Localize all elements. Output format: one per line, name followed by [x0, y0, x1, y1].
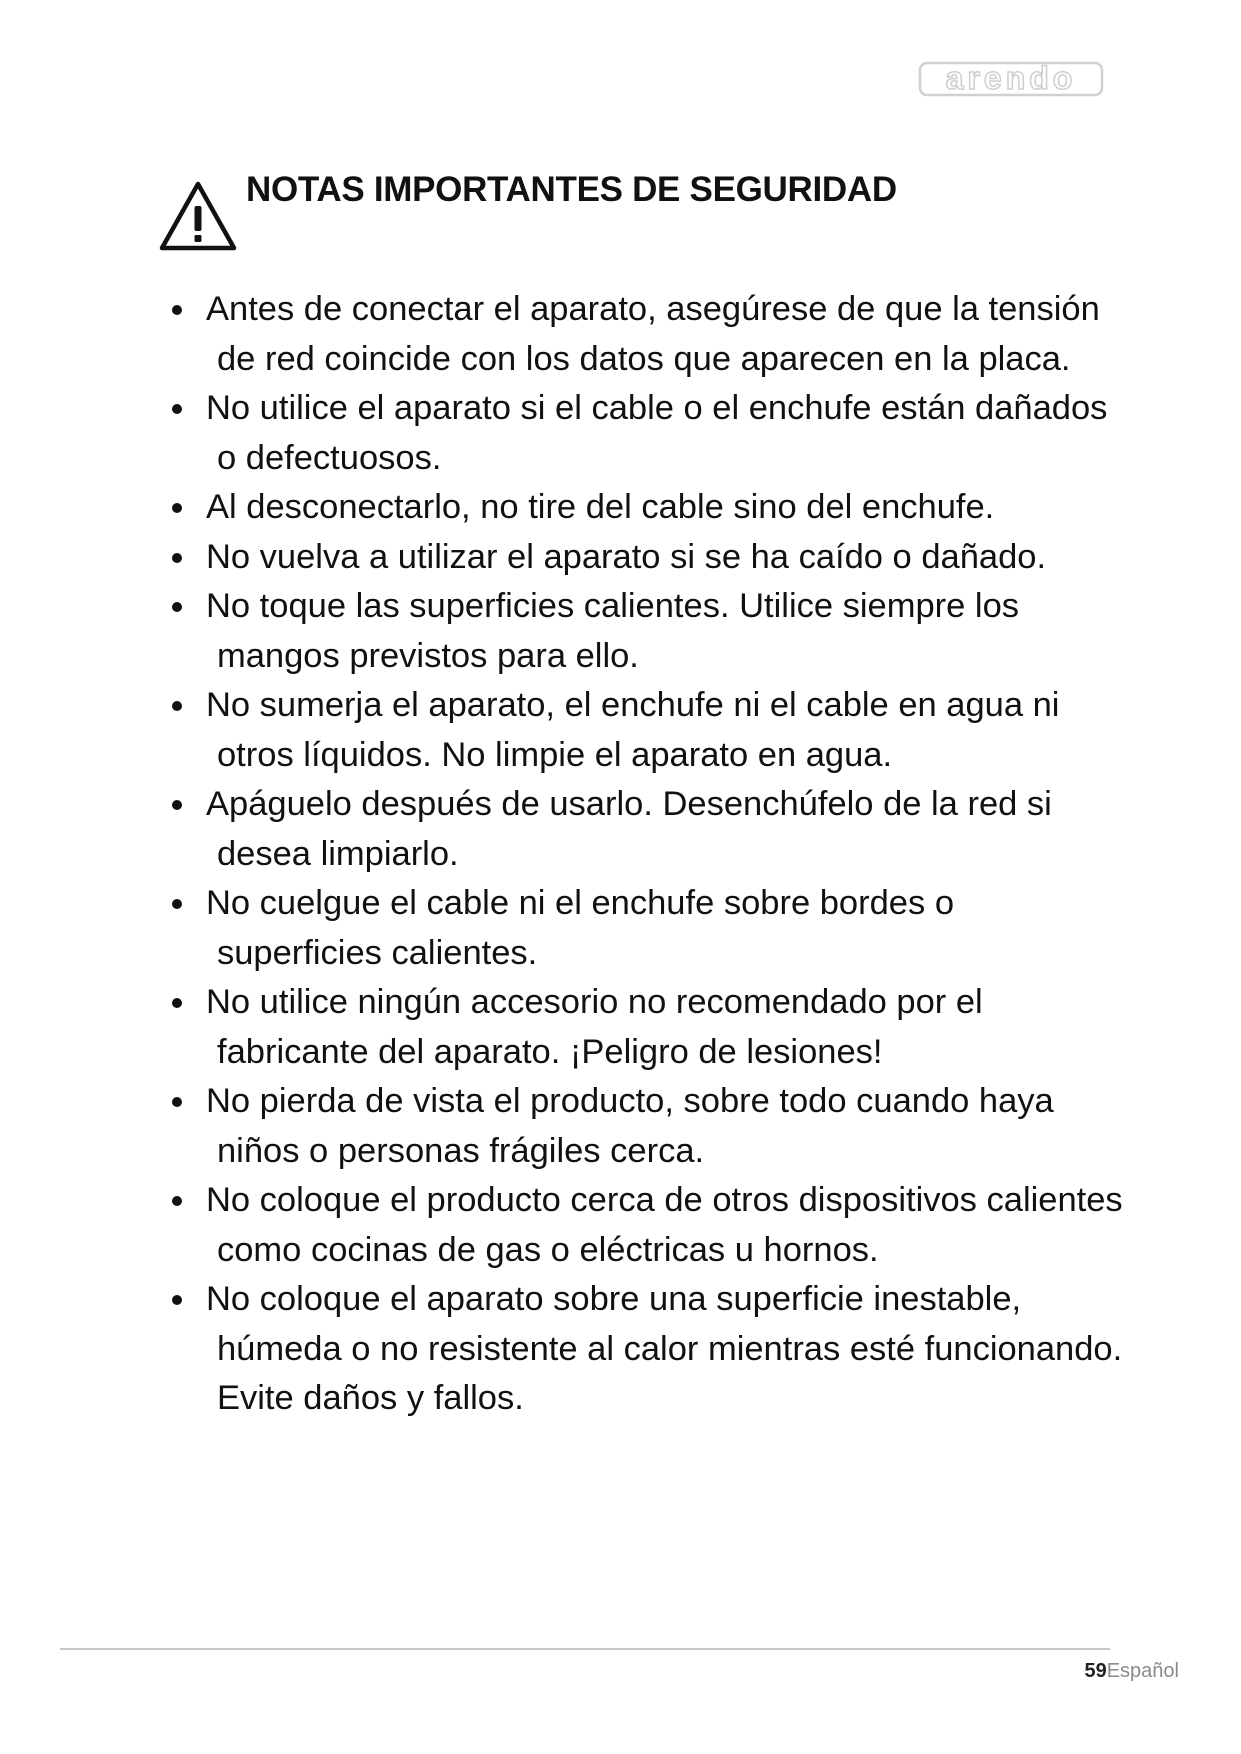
- list-item: No coloque el aparato sobre una superficie inestable, húmeda o no resistente al calor mientras esté funcionando. Evite daños y fallos.: [168, 1275, 1128, 1424]
- list-item: No coloque el producto cerca de otros dispositivos calientes como cocinas de gas o eléctricas u hornos.: [168, 1176, 1128, 1275]
- list-item: Antes de conectar el aparato, asegúrese de que la tensión de red coincide con los datos que aparecen en la placa.: [168, 285, 1128, 384]
- safety-list: [168, 285, 1128, 1424]
- list-item: Al desconectarlo, no tire del cable sino del enchufe.: [168, 483, 1128, 533]
- brand-logo: [918, 60, 1104, 98]
- page-footer: [1084, 1660, 1179, 1683]
- section-title: NOTAS IMPORTANTES DE SEGURIDAD: [246, 170, 897, 209]
- list-item: No cuelgue el cable ni el enchufe sobre bordes o superficies calientes.: [168, 879, 1128, 978]
- page-number: 59: [1084, 1660, 1107, 1682]
- list-item: No sumerja el aparato, el enchufe ni el cable en agua ni otros líquidos. No limpie el aparato en agua.: [168, 681, 1128, 780]
- safety-heading: [158, 170, 1138, 260]
- footer-divider: [60, 1648, 1110, 1650]
- list-item: No toque las superficies calientes. Utilice siempre los mangos previstos para ello.: [168, 582, 1128, 681]
- warning-triangle-icon: [158, 180, 238, 252]
- list-item: No vuelva a utilizar el aparato si se ha caído o dañado.: [168, 533, 1128, 583]
- brand-logo-text: arendo: [945, 60, 1077, 96]
- list-item: No utilice el aparato si el cable o el enchufe están dañados o defectuosos.: [168, 384, 1128, 483]
- list-item: Apáguelo después de usarlo. Desenchúfelo de la red si desea limpiarlo.: [168, 780, 1128, 879]
- list-item: No utilice ningún accesorio no recomendado por el fabricante del aparato. ¡Peligro de lesiones!: [168, 978, 1128, 1077]
- list-item: No pierda de vista el producto, sobre todo cuando haya niños o personas frágiles cerca.: [168, 1077, 1128, 1176]
- page-language: Español: [1106, 1660, 1179, 1682]
